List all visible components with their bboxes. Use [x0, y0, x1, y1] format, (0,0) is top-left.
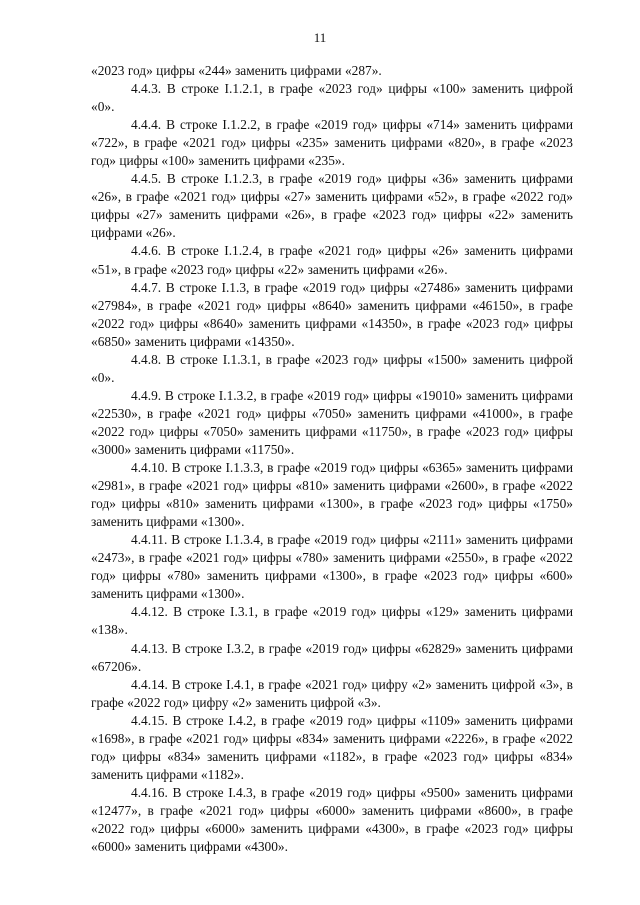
paragraph-4-4-13: 4.4.13. В строке I.3.2, в графе «2019 год» цифры «62829» заменить цифрами «67206».	[91, 640, 573, 674]
paragraph-4-4-15: 4.4.15. В строке I.4.2, в графе «2019 год» цифры «1109» заменить цифрами «1698», в графе «2021 год» цифры «834» заменить цифрами «2226», в графе «2022 год» цифры «834» заменить цифрами «1182», в графе «2023 год» цифры «834» заменить цифрами «1182».	[91, 712, 573, 782]
document-body	[91, 62, 573, 856]
paragraph-4-4-16: 4.4.16. В строке I.4.3, в графе «2019 год» цифры «9500» заменить цифрами «12477», в графе «2021 год» цифры «6000» заменить цифрами «8600», в графе «2022 год» цифры «6000» заменить цифрами «4300», в графе «2023 год» цифры «6000» заменить цифрами «4300».	[91, 784, 573, 855]
paragraph-4-4-14: 4.4.14. В строке I.4.1, в графе «2021 год» цифру «2» заменить цифрой «3», в графе «2022 год» цифру «2» заменить цифрой «3».	[91, 676, 573, 710]
paragraph-4-4-11: 4.4.11. В строке I.1.3.4, в графе «2019 год» цифры «2111» заменить цифрами «2473», в графе «2021 год» цифры «780» заменить цифрами «2550», в графе «2022 год» цифры «780» заменить цифрами «1300», в графе «2023 год» цифры «600» заменить цифрами «1300».	[91, 532, 573, 602]
paragraph-4-4-10: 4.4.10. В строке I.1.3.3, в графе «2019 год» цифры «6365» заменить цифрами «2981», в графе «2021 год» цифры «810» заменить цифрами «2600», в графе «2022 год» цифры «810» заменить цифрами «1300», в графе «2023 год» цифры «1750» заменить цифрами «1300».	[91, 460, 573, 530]
paragraph-4-4-8: 4.4.8. В строке I.1.3.1, в графе «2023 год» цифры «1500» заменить цифрой «0».	[91, 351, 573, 385]
paragraph-4-4-12: 4.4.12. В строке I.3.1, в графе «2019 год» цифры «129» заменить цифрами «138».	[91, 604, 573, 638]
paragraph-4-4-3: 4.4.3. В строке I.1.2.1, в графе «2023 год» цифры «100» заменить цифрой «0».	[91, 81, 573, 115]
paragraph-continuation: «2023 год» цифры «244» заменить цифрами «287».	[91, 63, 382, 78]
paragraph-4-4-7: 4.4.7. В строке I.1.3, в графе «2019 год» цифры «27486» заменить цифрами «27984», в графе «2021 год» цифры «8640» заменить цифрами «46150», в графе «2022 год» цифры «8640» заменить цифрами «14350», в графе «2023 год» цифры «6850» заменить цифрами «14350».	[91, 279, 573, 349]
paragraph-4-4-9: 4.4.9. В строке I.1.3.2, в графе «2019 год» цифры «19010» заменить цифрами «22530», в графе «2021 год» цифры «7050» заменить цифрами «41000», в графе «2022 год» цифры «7050» заменить цифрами «11750», в графе «2023 год» цифры «3000» заменить цифрами «11750».	[91, 387, 573, 457]
paragraph-4-4-5: 4.4.5. В строке I.1.2.3, в графе «2019 год» цифры «36» заменить цифрами «26», в графе «2021 год» цифры «27» заменить цифрами «52», в графе «2022 год» цифры «27» заменить цифрами «26», в графе «2023 год» цифры «22» заменить цифрами «26».	[91, 171, 573, 241]
paragraph-4-4-6: 4.4.6. В строке I.1.2.4, в графе «2021 год» цифры «26» заменить цифрами «51», в графе «2023 год» цифры «22» заменить цифрами «26».	[91, 243, 573, 277]
paragraph-4-4-4: 4.4.4. В строке I.1.2.2, в графе «2019 год» цифры «714» заменить цифрами «722», в графе «2021 год» цифры «235» заменить цифрами «820», в графе «2023 год» цифры «100» заменить цифрами «235».	[91, 117, 573, 169]
page-number: 11	[313, 30, 327, 45]
